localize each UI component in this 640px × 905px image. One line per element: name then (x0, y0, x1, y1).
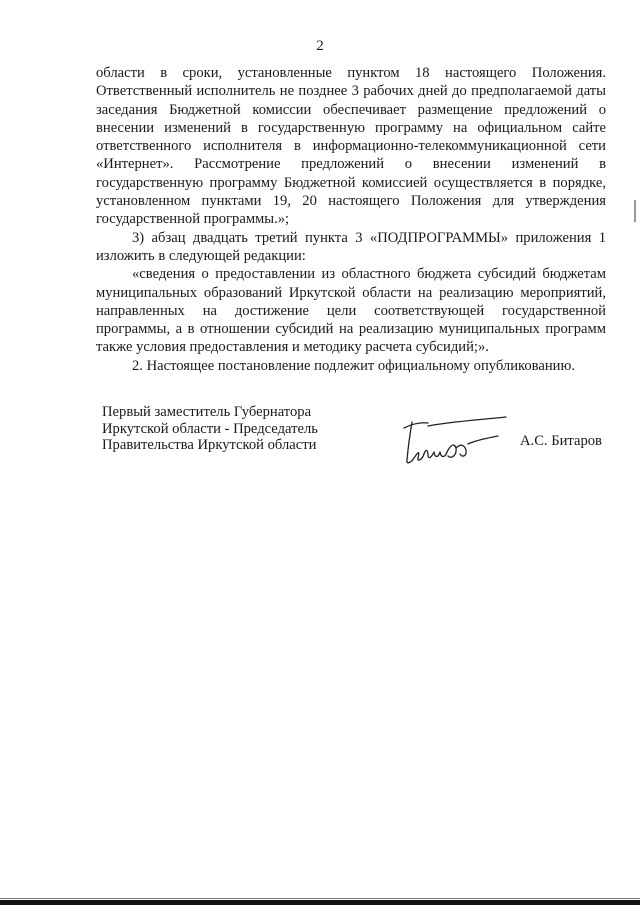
signatory-title-line: Правительства Иркутской области (102, 437, 317, 453)
paragraph-publication: 2. Настоящее постановление подлежит официальному опубликованию. (132, 357, 576, 374)
page-number: 2 (316, 38, 324, 54)
scan-edge-line (0, 898, 640, 899)
scan-bottom-edge (0, 900, 640, 905)
signatory-title-line: Первый заместитель Губернатора (102, 404, 312, 420)
paragraph-continuation: области в сроки, установленные пунктом 18 настоящего Положения. Ответственный исполнитель не позднее 3 рабочих дней до предполагаемой даты заседания Бюджетной комиссии обеспечивает размещение предложений о внесении изменений в государственную программу на официальном сайте ответственного исполнителя в информационно-телекоммуникационной сети «Интернет». Рассмотрение предложений о внесении изменений в государственную программу Бюджетной комиссией осуществляется в порядке, установленном пунктами 19, 20 настоящего Положения для утверждения государственной программы.»; (96, 65, 606, 228)
paragraph-item-3: 3) абзац двадцать третий пункта 3 «ПОДПРОГРАММЫ» приложения 1 изложить в следующей редакции: (96, 229, 606, 264)
scan-margin-mark (634, 200, 636, 222)
handwritten-signature (398, 414, 508, 470)
signatory-title (102, 404, 318, 454)
paragraph-quoted-text: «сведения о предоставлении из областного бюджета субсидий бюджетам муниципальных образований Иркутской области на реализацию мероприятий, направленных на достижение цели соответствующей государственной программы, а в отношении субсидий на реализацию муниципальных программ также условия предоставления и методику расчета субсидий;». (96, 266, 606, 356)
signer-name: А.С. Битаров (520, 433, 602, 449)
document-body (96, 64, 606, 375)
signatory-title-line: Иркутской области - Председатель (102, 420, 318, 437)
